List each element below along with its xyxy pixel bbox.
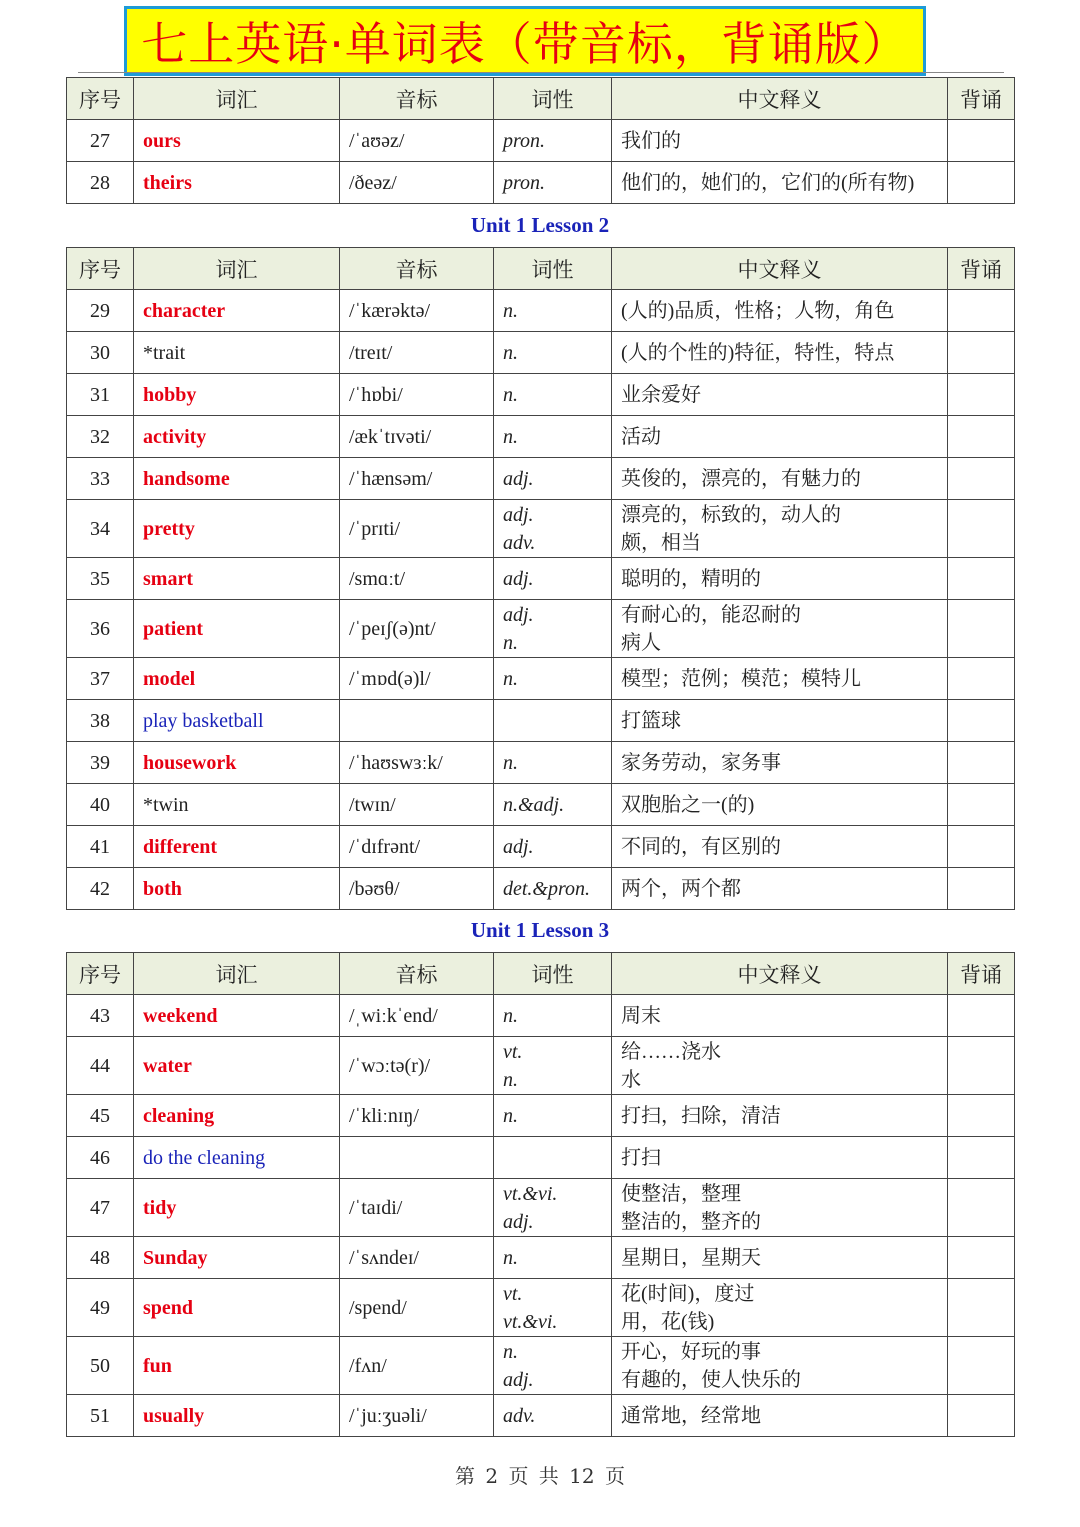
page-footer: 第 2 页 共 12 页 [455,1464,625,1488]
col-header-pos: 词性 [494,248,612,290]
phonetic: /ˈtaɪdi/ [340,1179,494,1237]
table-row [67,558,1015,600]
table-row [67,1337,1015,1395]
phonetic: /ˈhɒbi/ [340,374,494,416]
meaning-line: 英俊的，漂亮的，有魅力的 [621,467,861,490]
recite-cell[interactable] [948,332,1015,374]
table-row [67,500,1015,558]
chinese-meaning [612,784,948,826]
chinese-meaning [612,1279,948,1337]
row-index: 30 [67,332,134,374]
vocab-word: housework [134,742,340,784]
recite-cell[interactable] [948,162,1015,204]
chinese-meaning [612,416,948,458]
table-row [67,374,1015,416]
vocab-word: ours [134,120,340,162]
part-of-speech [494,784,612,826]
chinese-meaning [612,1237,948,1279]
table-row [67,784,1015,826]
row-index: 41 [67,826,134,868]
pos-line: vt.&vi. [503,1182,558,1205]
part-of-speech [494,826,612,868]
meaning-line: 水 [621,1068,641,1091]
row-index: 31 [67,374,134,416]
chinese-meaning [612,374,948,416]
phonetic: /ˈprɪti/ [340,500,494,558]
chinese-meaning [612,332,948,374]
part-of-speech [494,658,612,700]
phonetic: /spend/ [340,1279,494,1337]
recite-cell[interactable] [948,500,1015,558]
pos-line: n. [503,299,518,322]
table-row [67,1395,1015,1437]
pos-line: adj. [503,1368,534,1391]
phonetic: /smɑːt/ [340,558,494,600]
page-title: 七上英语·单词表（带音标，背诵版） [141,17,909,71]
pos-line: n. [503,1068,518,1091]
vocab-word: *trait [134,332,340,374]
meaning-line: 家务劳动，家务事 [621,751,781,774]
meaning-line: (人的个性的)特征，特性，特点 [621,341,895,364]
row-index: 45 [67,1095,134,1137]
row-index: 37 [67,658,134,700]
pos-line: vt.&vi. [503,1310,558,1333]
col-header-index: 序号 [67,953,134,995]
row-index: 32 [67,416,134,458]
vocab-word: different [134,826,340,868]
header-row [67,78,1015,120]
vocab-word: patient [134,600,340,658]
row-index: 39 [67,742,134,784]
row-index: 28 [67,162,134,204]
vocab-word: usually [134,1395,340,1437]
vocab-word: water [134,1037,340,1095]
meaning-line: 用，花(钱) [621,1310,715,1333]
chinese-meaning [612,1095,948,1137]
col-header-index: 序号 [67,248,134,290]
table-row [67,120,1015,162]
row-index: 47 [67,1179,134,1237]
row-index: 36 [67,600,134,658]
row-index: 48 [67,1237,134,1279]
recite-cell[interactable] [948,826,1015,868]
chinese-meaning [612,742,948,784]
col-header-pos: 词性 [494,953,612,995]
phonetic: /fʌn/ [340,1337,494,1395]
recite-cell[interactable] [948,1037,1015,1095]
meaning-line: 业余爱好 [621,383,701,406]
pos-line: n. [503,1246,518,1269]
pos-line: vt. [503,1282,523,1305]
part-of-speech [494,332,612,374]
part-of-speech [494,742,612,784]
part-of-speech [494,558,612,600]
col-header-meaning: 中文释义 [612,248,948,290]
chinese-meaning [612,500,948,558]
part-of-speech [494,162,612,204]
meaning-line: 颇，相当 [621,531,701,554]
table-row [67,1137,1015,1179]
col-header-recite: 背诵 [948,248,1015,290]
row-index: 46 [67,1137,134,1179]
meaning-line: 模型；范例；模范；模特儿 [621,667,861,690]
col-header-phonetic: 音标 [340,248,494,290]
part-of-speech [494,600,612,658]
row-index: 34 [67,500,134,558]
meaning-line: 有耐心的，能忍耐的 [621,603,801,626]
vocab-word: model [134,658,340,700]
meaning-line: 星期日，星期天 [621,1246,761,1269]
phonetic: /ˈmɒd(ə)l/ [340,658,494,700]
pos-line: n.&adj. [503,793,565,816]
meaning-line: 活动 [621,425,661,448]
phonetic: /ˈhaʊswɜːk/ [340,742,494,784]
col-header-meaning: 中文释义 [612,953,948,995]
chinese-meaning [612,1037,948,1095]
part-of-speech [494,1395,612,1437]
vocab-word: theirs [134,162,340,204]
phonetic [340,1137,494,1179]
vocab-word: *twin [134,784,340,826]
chinese-meaning [612,558,948,600]
meaning-line: 整洁的，整齐的 [621,1210,761,1233]
chinese-meaning [612,1137,948,1179]
row-index: 50 [67,1337,134,1395]
row-index: 40 [67,784,134,826]
col-header-recite: 背诵 [948,953,1015,995]
chinese-meaning [612,995,948,1037]
chinese-meaning [612,1395,948,1437]
part-of-speech [494,700,612,742]
recite-cell[interactable] [948,290,1015,332]
pos-line: n. [503,1340,518,1363]
recite-cell[interactable] [948,1179,1015,1237]
chinese-meaning [612,290,948,332]
pos-line: adj. [503,835,534,858]
vocab-word: do the cleaning [134,1137,340,1179]
table-row [67,162,1015,204]
chinese-meaning [612,700,948,742]
pos-line: n. [503,383,518,406]
part-of-speech [494,868,612,910]
table-row [67,416,1015,458]
header-row [67,953,1015,995]
pos-line: n. [503,1104,518,1127]
meaning-line: 打扫 [621,1146,661,1169]
vocab-word: both [134,868,340,910]
recite-cell[interactable] [948,1337,1015,1395]
phonetic: /ˈkliːnɪŋ/ [340,1095,494,1137]
row-index: 38 [67,700,134,742]
row-index: 33 [67,458,134,500]
vocab-word: play basketball [134,700,340,742]
phonetic: /ækˈtɪvəti/ [340,416,494,458]
chinese-meaning [612,868,948,910]
meaning-line: 开心，好玩的事 [621,1340,761,1363]
col-header-recite: 背诵 [948,78,1015,120]
phonetic: /ˈdɪfrənt/ [340,826,494,868]
meaning-line: 给……浇水 [621,1040,721,1063]
table-row [67,458,1015,500]
part-of-speech [494,1279,612,1337]
recite-cell[interactable] [948,658,1015,700]
phonetic: /ˈsʌndeɪ/ [340,1237,494,1279]
chinese-meaning [612,826,948,868]
pos-line: n. [503,631,518,654]
meaning-line: 病人 [621,631,661,654]
row-index: 35 [67,558,134,600]
chinese-meaning [612,120,948,162]
table-row [67,742,1015,784]
vocab-word: cleaning [134,1095,340,1137]
meaning-line: 周末 [621,1004,661,1027]
pos-line: adj. [503,503,534,526]
meaning-line: 不同的，有区别的 [621,835,781,858]
table-row [67,868,1015,910]
chinese-meaning [612,458,948,500]
meaning-line: 聪明的，精明的 [621,567,761,590]
phonetic: /ðeəz/ [340,162,494,204]
part-of-speech [494,416,612,458]
vocab-word: Sunday [134,1237,340,1279]
recite-cell[interactable] [948,600,1015,658]
recite-cell[interactable] [948,1095,1015,1137]
pos-line: adj. [503,603,534,626]
phonetic: /ˈkærəktə/ [340,290,494,332]
col-header-phonetic: 音标 [340,953,494,995]
phonetic: /ˈpeɪʃ(ə)nt/ [340,600,494,658]
section-heading-unit1-lesson2: Unit 1 Lesson 2 [470,213,610,237]
recite-cell[interactable] [948,784,1015,826]
chinese-meaning [612,600,948,658]
vocab-table-section-1 [66,77,1015,204]
pos-line: adj. [503,567,534,590]
vocab-table-unit1-lesson3 [66,952,1015,1437]
pos-line: det.&pron. [503,877,591,900]
part-of-speech [494,458,612,500]
row-index: 29 [67,290,134,332]
vocab-word: spend [134,1279,340,1337]
header-row [67,248,1015,290]
meaning-line: 通常地，经常地 [621,1404,761,1427]
pos-line: pron. [503,171,546,194]
page-title-banner [124,6,926,76]
part-of-speech [494,500,612,558]
meaning-line: 花(时间)，度过 [621,1282,755,1305]
chinese-meaning [612,1337,948,1395]
meaning-line: 两个，两个都 [621,877,741,900]
pos-line: adv. [503,531,536,554]
phonetic: /twɪn/ [340,784,494,826]
meaning-line: 他们的，她们的，它们的(所有物) [621,171,915,194]
col-header-word: 词汇 [134,78,340,120]
vocab-word: hobby [134,374,340,416]
recite-cell[interactable] [948,1279,1015,1337]
recite-cell[interactable] [948,458,1015,500]
phonetic [340,700,494,742]
vocab-word: activity [134,416,340,458]
recite-cell[interactable] [948,995,1015,1037]
pos-line: adv. [503,1404,536,1427]
table-row [67,290,1015,332]
pos-line: n. [503,341,518,364]
col-header-word: 词汇 [134,248,340,290]
pos-line: n. [503,1004,518,1027]
meaning-line: 双胞胎之一(的) [621,793,755,816]
table-row [67,332,1015,374]
meaning-line: 打扫，扫除，清洁 [621,1104,781,1127]
recite-cell[interactable] [948,1137,1015,1179]
pos-line: adj. [503,1210,534,1233]
meaning-line: 打篮球 [621,709,681,732]
row-index: 51 [67,1395,134,1437]
part-of-speech [494,1095,612,1137]
section-heading-unit1-lesson3: Unit 1 Lesson 3 [470,918,610,942]
phonetic: /ˈjuːʒuəli/ [340,1395,494,1437]
col-header-index: 序号 [67,78,134,120]
table-row [67,1037,1015,1095]
vocab-word: pretty [134,500,340,558]
chinese-meaning [612,1179,948,1237]
row-index: 42 [67,868,134,910]
table-row [67,1237,1015,1279]
meaning-line: 有趣的，使人快乐的 [621,1368,801,1391]
table-row [67,600,1015,658]
recite-cell[interactable] [948,416,1015,458]
vocab-word: character [134,290,340,332]
vocab-table-unit1-lesson2 [66,247,1015,910]
phonetic: /ˈhænsəm/ [340,458,494,500]
meaning-line: 我们的 [621,129,681,152]
table-row [67,700,1015,742]
title-divider [78,72,1004,73]
vocab-word: weekend [134,995,340,1037]
chinese-meaning [612,658,948,700]
meaning-line: (人的)品质，性格；人物，角色 [621,299,895,322]
pos-line: adj. [503,467,534,490]
table-row [67,658,1015,700]
part-of-speech [494,120,612,162]
pos-line: n. [503,667,518,690]
part-of-speech [494,1037,612,1095]
vocab-word: smart [134,558,340,600]
row-index: 49 [67,1279,134,1337]
recite-cell[interactable] [948,742,1015,784]
col-header-phonetic: 音标 [340,78,494,120]
pos-line: n. [503,425,518,448]
part-of-speech [494,290,612,332]
part-of-speech [494,1137,612,1179]
vocab-word: fun [134,1337,340,1395]
recite-cell[interactable] [948,558,1015,600]
phonetic: /ˈaʊəz/ [340,120,494,162]
phonetic: /treɪt/ [340,332,494,374]
col-header-pos: 词性 [494,78,612,120]
part-of-speech [494,1179,612,1237]
vocab-word: handsome [134,458,340,500]
recite-cell[interactable] [948,868,1015,910]
table-row [67,995,1015,1037]
col-header-meaning: 中文释义 [612,78,948,120]
col-header-word: 词汇 [134,953,340,995]
table-row [67,1179,1015,1237]
pos-line: pron. [503,129,546,152]
pos-line: n. [503,751,518,774]
recite-cell[interactable] [948,120,1015,162]
chinese-meaning [612,162,948,204]
phonetic: /ˈwɔːtə(r)/ [340,1037,494,1095]
recite-cell[interactable] [948,374,1015,416]
phonetic: /bəʊθ/ [340,868,494,910]
meaning-line: 漂亮的，标致的，动人的 [621,503,841,526]
table-row [67,1279,1015,1337]
meaning-line: 使整洁，整理 [621,1182,741,1205]
recite-cell[interactable] [948,1237,1015,1279]
part-of-speech [494,374,612,416]
part-of-speech [494,1337,612,1395]
row-index: 43 [67,995,134,1037]
recite-cell[interactable] [948,700,1015,742]
pos-line: vt. [503,1040,523,1063]
table-row [67,1095,1015,1137]
table-row [67,826,1015,868]
phonetic: /ˌwiːkˈend/ [340,995,494,1037]
part-of-speech [494,1237,612,1279]
row-index: 27 [67,120,134,162]
part-of-speech [494,995,612,1037]
recite-cell[interactable] [948,1395,1015,1437]
vocab-word: tidy [134,1179,340,1237]
row-index: 44 [67,1037,134,1095]
